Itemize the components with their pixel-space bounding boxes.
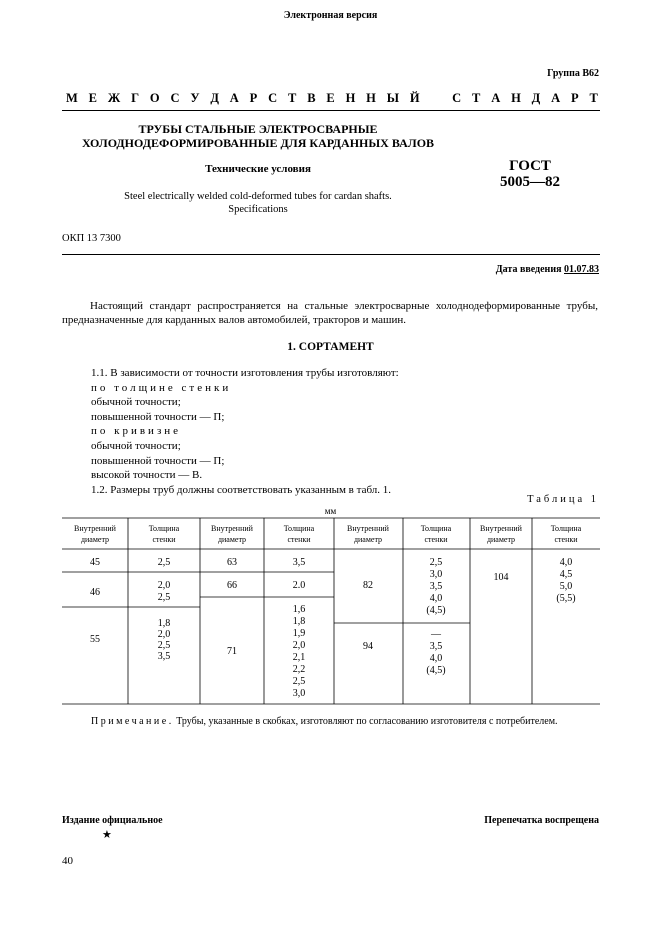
diameter-cell: 104 bbox=[493, 572, 509, 583]
banner-letter: Т bbox=[472, 91, 481, 105]
banner-letter: Ы bbox=[386, 91, 400, 105]
banner-letter: Д bbox=[531, 91, 541, 105]
increased-accuracy-1: повышенной точности — П; bbox=[91, 410, 225, 423]
english-title-line-2: Specifications bbox=[228, 204, 288, 215]
table-unit: мм bbox=[324, 506, 337, 516]
banner-letter: Й bbox=[409, 91, 420, 105]
by-wall-thickness: по толщине стенки bbox=[91, 381, 232, 394]
thickness-cell: 1,8 bbox=[157, 618, 171, 629]
date-value: 01.07.83 bbox=[564, 264, 599, 275]
header-line: Внутренний bbox=[211, 524, 253, 533]
thickness-cell: (4,5) bbox=[426, 605, 446, 616]
header-line: стенки bbox=[424, 535, 448, 544]
thickness-cell: 1,6 bbox=[292, 604, 306, 615]
thickness-cell: 2.0 bbox=[292, 580, 306, 591]
banner-letter: Г bbox=[131, 91, 140, 105]
thickness-cell: 2,2 bbox=[292, 664, 306, 675]
banner-letter: Е bbox=[326, 91, 335, 105]
diameter-cell: 63 bbox=[227, 557, 237, 568]
thickness-cell: 2,5 bbox=[429, 557, 443, 568]
thickness-cell: 2,1 bbox=[292, 652, 306, 663]
thickness-cell: 4,0 bbox=[559, 557, 573, 568]
header-line: стенки bbox=[287, 535, 311, 544]
header-line: стенки bbox=[152, 535, 176, 544]
okp-code: ОКП 13 7300 bbox=[62, 233, 121, 244]
note-label: Примечание. bbox=[91, 716, 174, 727]
intro-paragraph: Настоящий стандарт распространяется на стальные электросварные холоднодеформированные трубы, предназначенные для карданных валов автомобилей, тракторов и машин. bbox=[62, 300, 598, 326]
header-line: Внутренний bbox=[347, 524, 389, 533]
banner-letter: Т bbox=[589, 91, 598, 105]
thickness-cell: 2,0 bbox=[157, 580, 171, 591]
banner-letter: Р bbox=[249, 91, 258, 105]
thickness-cell: 1,9 bbox=[292, 628, 306, 639]
english-title-line-1: Steel electrically welded cold-deformed tubes for cardan shafts. bbox=[124, 191, 392, 202]
thickness-cell: 3,5 bbox=[292, 557, 306, 568]
note-text: Трубы, указанные в скобках, изготовляют по согласованию изготовителя с потребителем. bbox=[173, 716, 558, 727]
banner-letter: С bbox=[170, 91, 180, 105]
table-body bbox=[90, 557, 576, 699]
banner-letter: А bbox=[229, 91, 239, 105]
thickness-cell: 3,5 bbox=[157, 651, 171, 662]
thickness-cell: 4,0 bbox=[429, 653, 443, 664]
banner-letter: Р bbox=[570, 91, 579, 105]
diameter-cell: 66 bbox=[227, 580, 237, 591]
thickness-cell: 2,0 bbox=[292, 640, 306, 651]
ordinary-accuracy-1: обычной точности; bbox=[91, 396, 181, 409]
table-note bbox=[91, 716, 558, 727]
thickness-cell: 2,5 bbox=[292, 676, 306, 687]
header-line: диаметр bbox=[80, 535, 110, 544]
thickness-cell: — bbox=[431, 629, 441, 640]
thickness-cell: 4,5 bbox=[559, 569, 573, 580]
gost-code: 5005—82 bbox=[500, 174, 560, 190]
thickness-cell: 2,0 bbox=[157, 629, 171, 640]
header-line: Толщина bbox=[420, 524, 452, 533]
table-caption: Таблица 1 bbox=[527, 494, 599, 505]
header-line: диаметр bbox=[217, 535, 247, 544]
thickness-cell: 2,5 bbox=[157, 592, 171, 603]
header-line: Толщина bbox=[550, 524, 582, 533]
thickness-cell: 3,5 bbox=[429, 641, 443, 652]
banner-letter: М bbox=[66, 91, 78, 105]
banner-letter: Е bbox=[88, 91, 97, 105]
banner-letter: Н bbox=[511, 91, 521, 105]
banner-letter: А bbox=[551, 91, 561, 105]
header-line: Толщина bbox=[148, 524, 180, 533]
thickness-cell: 3,0 bbox=[292, 688, 306, 699]
thickness-cell: (4,5) bbox=[426, 665, 446, 676]
diameter-cell: 82 bbox=[363, 580, 373, 591]
thickness-cell: 1,8 bbox=[292, 616, 306, 627]
high-accuracy: высокой точности — В. bbox=[91, 469, 203, 482]
header-line: Толщина bbox=[283, 524, 315, 533]
banner-letter: Н bbox=[345, 91, 356, 105]
thickness-cell: 2,5 bbox=[157, 557, 171, 568]
diameter-cell: 71 bbox=[227, 646, 237, 657]
page-number: 40 bbox=[62, 855, 73, 867]
thickness-cell: 5,0 bbox=[559, 581, 573, 592]
by-curvature: по кривизне bbox=[91, 425, 182, 438]
gost-label: ГОСТ bbox=[509, 158, 551, 174]
paragraph-1-1: 1.1. В зависимости от точности изготовления трубы изготовляют: bbox=[91, 367, 399, 379]
header-line: Внутренний bbox=[74, 524, 116, 533]
banner-letter: С bbox=[452, 91, 462, 105]
header-line: диаметр bbox=[486, 535, 516, 544]
diameter-cell: 46 bbox=[90, 587, 100, 598]
banner-letter: А bbox=[491, 91, 501, 105]
banner-letter: Т bbox=[288, 91, 297, 105]
thickness-cell: 2,5 bbox=[157, 640, 171, 651]
thickness-cell: 3,5 bbox=[429, 581, 443, 592]
banner-letter: Н bbox=[366, 91, 376, 105]
diameter-cell: 45 bbox=[90, 557, 100, 568]
section-heading: 1. СОРТАМЕНТ bbox=[287, 341, 374, 353]
thickness-cell: 3,0 bbox=[429, 569, 443, 580]
ordinary-accuracy-2: обычной точности; bbox=[91, 439, 181, 452]
banner-letter: В bbox=[307, 91, 316, 105]
reprint-prohibited: Перепечатка воспрещена bbox=[484, 815, 599, 826]
document-subtitle: Технические условия bbox=[205, 163, 311, 175]
diameter-cell: 55 bbox=[90, 634, 100, 645]
table-grid bbox=[62, 518, 600, 704]
paragraph-1-2: 1.2. Размеры труб должны соответствовать указанным в табл. 1. bbox=[91, 483, 392, 496]
date-label: Дата введения bbox=[495, 264, 562, 275]
thickness-cell: (5,5) bbox=[556, 593, 576, 604]
title-line-1: ТРУБЫ СТАЛЬНЫЕ ЭЛЕКТРОСВАРНЫЕ bbox=[138, 122, 378, 136]
title-line-2: ХОЛОДНОДЕФОРМИРОВАННЫЕ ДЛЯ КАРДАННЫХ ВАЛОВ bbox=[81, 136, 435, 150]
increased-accuracy-2: повышенной точности — П; bbox=[91, 454, 225, 467]
banner-letter: Ж bbox=[107, 91, 121, 105]
electronic-version-label: Электронная версия bbox=[283, 10, 378, 21]
star-icon: ★ bbox=[102, 829, 112, 841]
table-header bbox=[74, 524, 582, 544]
header-line: диаметр bbox=[353, 535, 383, 544]
banner-letter: Д bbox=[210, 91, 219, 105]
header-line: Внутренний bbox=[480, 524, 522, 533]
group-code: Группа В62 bbox=[547, 68, 599, 79]
diameter-cell: 94 bbox=[363, 641, 373, 652]
banner-letter: С bbox=[268, 91, 278, 105]
banner-letter: О bbox=[149, 91, 160, 105]
official-edition: Издание официальное bbox=[62, 815, 163, 826]
banner-letter: У bbox=[190, 91, 200, 105]
thickness-cell: 4,0 bbox=[429, 593, 443, 604]
header-line: стенки bbox=[554, 535, 578, 544]
